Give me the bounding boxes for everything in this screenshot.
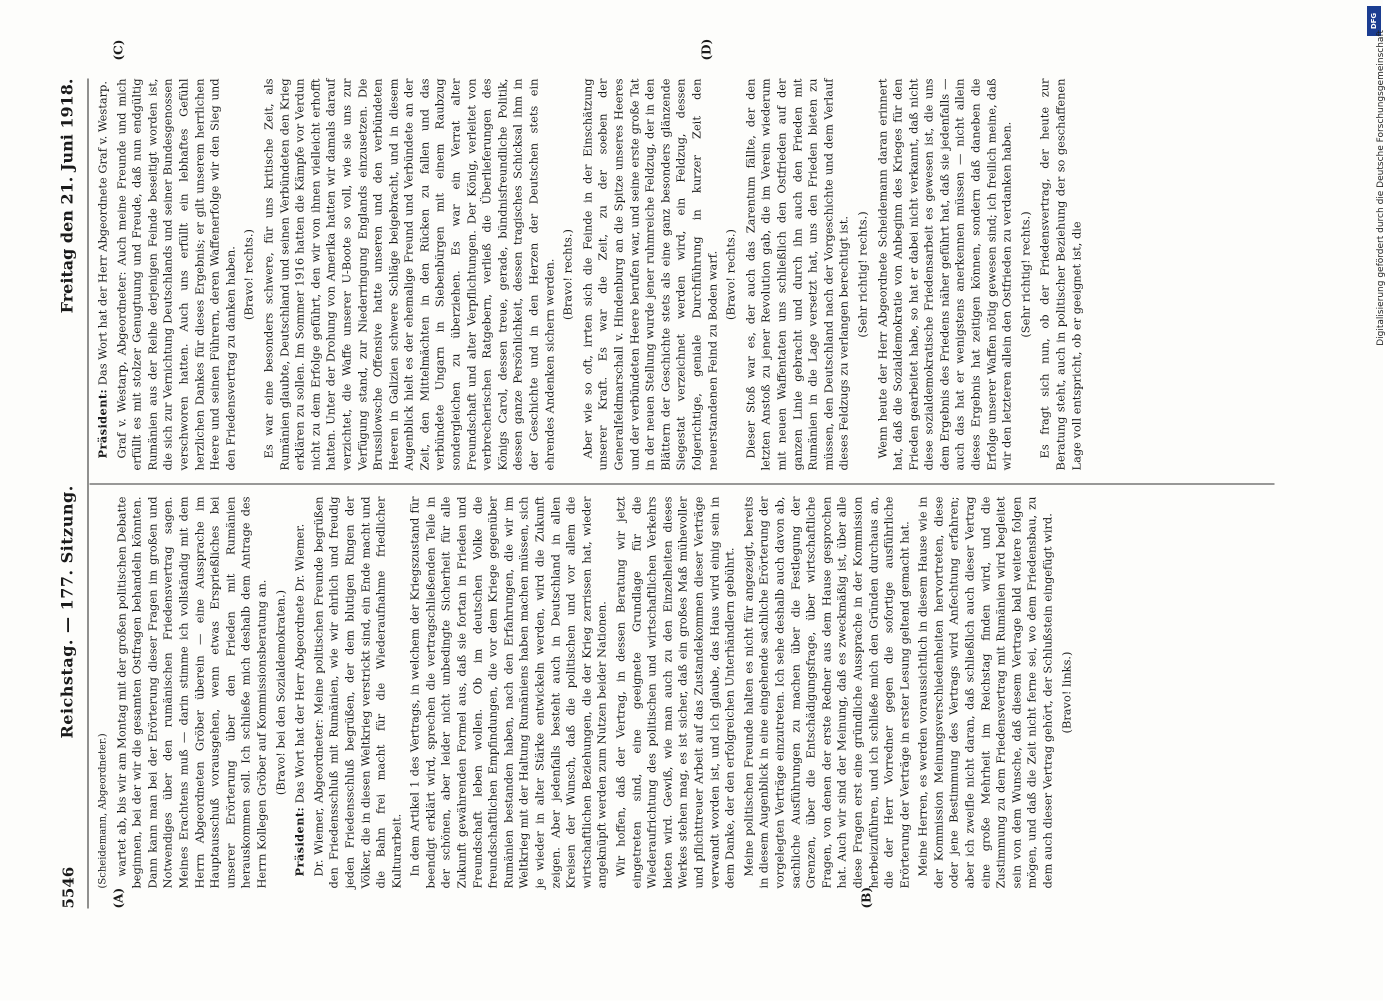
paragraph: In dem Artikel 1 des Vertrags, in welchem der Kriegszustand für beendigt erklärt wird, sprechen die vertragschließenden Teile in der schönen, aber leider nicht unbedingte Sicherheit für alle Zukunft gewährenden Formel aus, daß sie fortan in Frieden und Freundschaft leben wollen. Ob im deutschen Volke die freundschaftlichen Empfindungen, die vor dem Kriege gegenüber Rumänien bestanden haben, nach den Erfahrungen, die wir im Weltkrieg mit der Haltung Rumäniens haben machen müssen, sich je wieder in alter Stärke entwickeln werden, wird die Zukunft zeigen. Aber jedenfalls besteht auch in Deutschland in allen Kreisen der Wunsch, daß die politischen und vor allem die wirtschaftlichen Beziehungen, die der Krieg zerrissen hat, wieder angeknüpft werden zum Nutzen beider Nationen.: [407, 496, 609, 889]
president-statement: [96, 79, 112, 471]
paragraph: Aber wie so oft, irrten sich die Feinde in der Einschätzung unserer Kraft. Es war die Zeit, zu der soeben der Generalfeldmarschall v. Hindenburg an die Spitze unseres Heeres und der verbündeten Heere berufen war, und seine erste große Tat in der neuen Stellung wurde jener ruhmreiche Feldzug, der in den Blättern der Geschichte stets als eine ganz besonders glänzende Siegestat verzeichnet werden wird, ein Feldzug, dessen folgerichtige, geniale Durchführung in kurzer Zeit den neuerstandenen Feind zu Boden warf.: [580, 78, 720, 471]
paragraph: Es fragt sich nun, ob der Friedensvertrag, der heute zur Beratung steht, auch in politischer Beziehung der so geschaffenen Lage voll entspricht, ob er geeignet ist, die: [1037, 78, 1084, 471]
margin-marker-d: (D): [699, 38, 714, 61]
interjection: (Bravo! links.): [1059, 651, 1074, 734]
running-header: [48, 79, 89, 909]
paragraph: wartet ab, bis wir am Montag mit der großen politischen Debatte beginnen, bei der wir die gesamten Ostfragen behandeln könnten. Dann kann man bei der Erörterung dieser Fragen im großen und Notwendiges über den rumänischen Friedensvertrag sagen. Meines Erachtens muß — darin stimme ich vollständig mit dem Herrn Abgeordneten Gröber überein — eine Aussprache im Hauptausschuß vorausgehen, wenn etwas Ersprießliches bei unserer Erörterung über den Frieden mit Rumänien herauskommen soll. Ich schließe mich deshalb dem Antrage des Herrn Kollegen Gröber auf Kommissionsberatung an.: [114, 496, 269, 889]
paragraph: Es war eine besonders schwere, für uns kritische Zeit, als Rumänien glaubte, Deutschland und seinen Verbündeten den Krieg erklären zu sollen. Im Sommer 1916 hatten die Kämpfe vor Verdun nicht zu dem Erfolge geführt, den wir von ihnen vielleicht erhofft hatten. Unter der Drohung von Amerika hatten wir damals darauf verzichtet, die Waffe unserer U-Boote so voll, wie sie uns zur Verfügung stand, zur Niederringung Englands einzusetzen. Die Brussilowsche Offensive hatte unseren und den verbündeten Heeren in Galizien schwere Schläge beigebracht, und in diesem Augenblick hielt es der ehemalige Freund und Verbündete an der Zeit, den Mittelmächten in den Rücken zu fallen und das verbündete Ungarn in Siebenbürgen mit einem Raubzug sondergleichen zu überziehen. Es war ein Verrat alter Freundschaft und alter Verpflichtungen. Der König, verleitet von verbrecherischen Ratgebern, verließ die Überlieferungen des Königs Carol, dessen treue, gerade, bündnisfreundliche Politik, dessen ganze Persönlichkeit, dessen tragisches Schicksal ihm in der Geschichte und in den Herzen der Deutschen stets ein ehrendes Andenken sichern werden.: [261, 78, 557, 471]
president-statement: [293, 497, 309, 889]
president-label: Präsident:: [95, 388, 110, 459]
president-text: Das Wort hat der Herr Abgeordnete Graf v. Westarp.: [95, 81, 110, 386]
interjection: (Sehr richtig! rechts.): [855, 211, 870, 338]
session-date: Freitag den 21. Juni 1918.: [57, 78, 77, 314]
president-text: Das Wort hat der Herr Abgeordnete Dr. Wiemer.: [292, 523, 307, 804]
paragraph: Dr. Wiemer, Abgeordneter: Meine politischen Freunde begrüßen den Friedensschluß mit Rumänien, wie wir ehrlich und freudig jeden Friedensschluß begrüßen, der dem blutigen Ringen der Völker, die in diesen Weltkrieg verstrickt sind, ein Ende macht und die Bahn frei macht für die Wiederaufnahme friedlicher Kulturarbeit.: [311, 496, 404, 889]
interjection: (Sehr richtig! rechts.): [1018, 211, 1033, 338]
margin-marker-c: (C): [111, 39, 126, 61]
credit-text: Digitalisierung gefördert durch die Deutsche Forschungsgemeinschaft: [1376, 30, 1386, 346]
paragraph: Wenn heute der Herr Abgeordnete Scheidemann daran erinnert hat, daß die Sozialdemokratie von Anbeginn des Krieges für den Frieden gearbeitet habe, so hat er dabei nicht verkannt, daß nicht diese sozialdemokratische Friedensarbeit es gewesen ist, die uns dem Ergebnis des Friedens näher geführt hat, daß sie jedenfalls — auch das hat er wenigstens anerkennen müssen — nicht allein dieses Ergebnis hat zeitigen können, sondern daß daneben die Erfolge unserer Waffen nötig gewesen sind; ich freilich meine, daß wir den letzteren allein den Ostfrieden zu verdanken haben.: [875, 78, 1014, 471]
speaker-continuation: (Scheidemann, Abgeordneter.): [97, 733, 109, 889]
paragraph: Dieser Stoß war es, der auch das Zarentum fällte, der den letzten Anstoß zu jener Revolution gab, die im Verein wiederum mit neuen Waffentaten uns schließlich den Ostfrieden auf der ganzen Linie gebracht und durch ihn auch den Frieden mit Rumänien in die Lage versetzt hat, uns den Frieden bieten zu müssen, den Deutschland nach der Vorgeschichte und dem Verlauf dieses Feldzugs zu verlangen berechtigt ist.: [743, 78, 851, 471]
paragraph: Graf v. Westarp, Abgeordneter: Auch meine Freunde und mich erfüllt es mit stolzer Genugtuung und Freude, daß nun endgültig Rumänien aus der Reihe derjenigen Feinde beseitigt worden ist, die sich zur Vernichtung Deutschlands und seiner Bundesgenossen verschworen hatten. Auch uns erfüllt ein lebhaftes Gefühl herzlichen Dankes für dieses Ergebnis; er gilt unserem herrlichen Heere und seinen Führern, deren Waffenerfolge wir den Sieg und den Friedensvertrag zu danken haben.: [114, 78, 238, 471]
paragraph: Meine politischen Freunde halten es nicht für angezeigt, bereits in diesem Augenblick in eine eingehende sachliche Erörterung der vorgelegten Verträge einzutreten. Ich sehe deshalb auch davon ab, sachliche Ausführungen zu machen über die Festlegung der Grenzen, über die Entschädigungsfrage, über wirtschaftliche Fragen, von denen der erste Redner aus dem Hause gesprochen hat. Auch wir sind der Meinung, daß es zweckmäßig ist, über alle diese Fragen erst eine gründliche Aussprache in der Kommission herbeizuführen, und ich schließe mich den Gründen durchaus an, die der Herr Vorredner gegen die sofortige ausführliche Erörterung der Verträge in erster Lesung geltend gemacht hat.: [741, 496, 912, 889]
margin-marker-b: (B): [859, 887, 874, 909]
right-column: [96, 79, 1276, 471]
page-number: 5546: [59, 866, 78, 909]
interjection: (Bravo! rechts.): [241, 229, 256, 320]
president-label: Präsident:: [292, 806, 307, 877]
digitization-credit: [1371, 8, 1386, 992]
interjection: (Bravo! bei den Sozialdemokraten.): [273, 589, 288, 796]
session-title: Reichstag. — 177. Sitzung.: [57, 485, 77, 739]
margin-marker-a: (A): [111, 887, 126, 909]
dfg-logo: DFG: [1367, 6, 1381, 36]
left-column: [96, 497, 1276, 889]
column-divider: [90, 484, 1275, 485]
paragraph: Meine Herren, es werden voraussichtlich in diesem Hause wie in der Kommission Meinungsverschiedenheiten hervortreten, diese oder jene Bestimmung des Vertrags wird Anfechtung erfahren; aber ich zweifle nicht daran, daß schließlich auch dieser Vertrag eine große Mehrheit im Reichstag finden wird, und die Zustimmung zu dem Friedensvertrag mit Rumänien wird begleitet sein von dem Wunsche, daß diesem Vertrage bald weitere folgen mögen, und daß die Zeit nicht ferne sei, wo dem Friedensbau, zu dem auch dieser Vertrag gehört, der Schlußstein eingefügt wird.: [915, 496, 1055, 889]
rotated-print-sheet: [0, 1, 1383, 1001]
interjection: (Bravo! rechts.): [560, 229, 575, 320]
interjection: (Bravo! rechts.): [723, 229, 738, 320]
paragraph: Wir hoffen, daß der Vertrag, in dessen Beratung wir jetzt eingetreten sind, eine geeignete Grundlage für die Wiederaufrichtung des politischen und wirtschaftlichen Verkehrs bieten wird. Gewiß, wie man auch zu den Einzelheiten dieses Werkes stehen mag, es ist sicher, daß ein großes Maß mühevoller und pflichttreuer Arbeit auf das Zustandekommen dieser Verträge verwandt worden ist, und ich glaube, das Haus wird einig sein in dem Danke, der den erfolgreichen Unterhändlern gebührt.: [613, 496, 737, 889]
